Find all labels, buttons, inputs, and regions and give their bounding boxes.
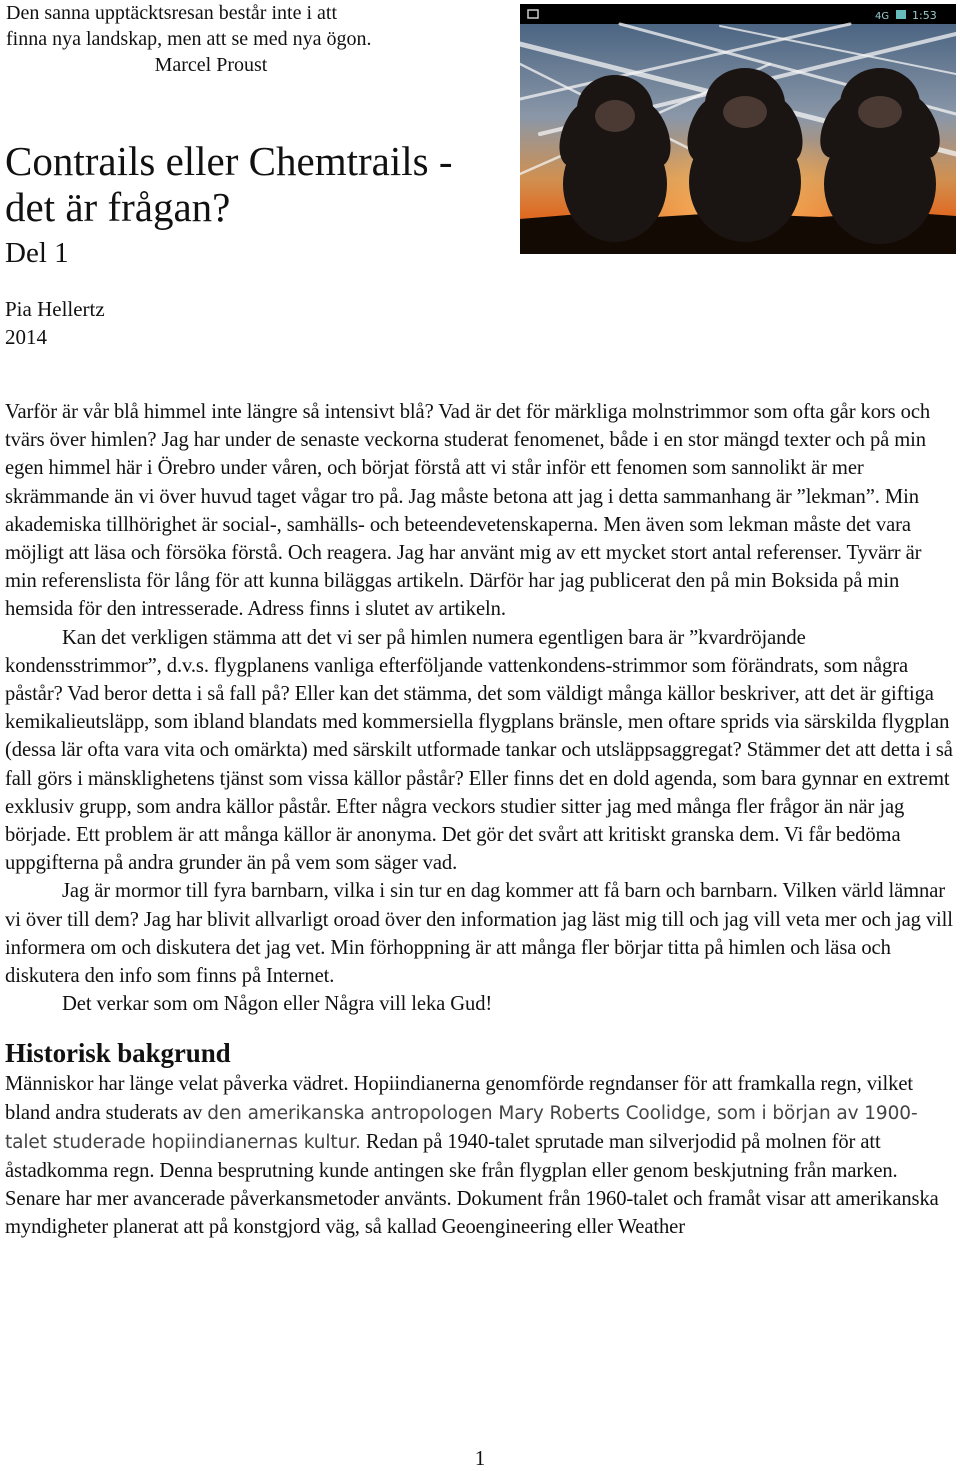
epigraph	[6, 0, 426, 78]
history-text-start: Människor har länge velat påverka vädret. Hopiindianerna genomförde regndanser för att framkalla regn, vilket bland andra studerats av	[5, 1073, 914, 1124]
paragraph-questions: Kan det verkligen stämma att det vi ser på himlen numera egentligen bara är ”kvardröjande kondensstrimmor”, d.v.s. flygplanens vanliga efterföljande vattenkondens-strimmor som förändrats, som några påstår? Vad beror detta i så fall på? Eller kan det stämma, det som väldigt många källor beskriver, att det är giftiga kemikalieutsläpp, som ibland blandats med kommersiella flygplans bränsle, men oftare sprids via särskilda flygplan (dessa lär ofta vara vita och omärkta) med särskilt utformade tankar och utsläppsaggregat? Stämmer det att detta i så fall görs i mänsklighetens tjänst som vissa källor påstår? Eller finns det en dold agenda, som bara gynnar en extremt exklusiv grupp, som andra källor påstår. Efter några veckors studier sitter jag med många fler frågor än när jag började. Ett problem är att många källor är anonyma. Det gör det svårt att kritiskt granska dem. Vi får bedöma uppgifterna på andra grunder än på vem som säger vad.	[5, 626, 953, 875]
title-line-1: Contrails eller Chemtrails -	[5, 138, 453, 184]
history-text-citation: den amerikanska antropologen Mary Roberts Coolidge, som i början av 1900-talet studerade hopiindianernas kultur.	[5, 1102, 918, 1153]
article-body	[5, 398, 953, 1242]
epigraph-line-1: Den sanna upptäcktsresan består inte i att	[6, 2, 337, 24]
history-text-end: Redan på 1940-talet sprutade man silverjodid på molnen för att åstadkomma regn. Denna besprutning kunde antingen ske från flygplan eller genom beskjutning från marken. Senare har mer avancerade påverkansmetoder använts. Dokument från 1960-talet och framåt visar att amerikanska myndigheter planerat att på konstgjord väg, så kallad Geoengineering eller Weather	[5, 1130, 939, 1239]
document-title	[5, 138, 515, 230]
page-number: 1	[474, 1446, 486, 1470]
epigraph-line-2: finna nya landskap, men att se med nya ögon.	[6, 28, 372, 50]
section-heading: Historisk bakgrund	[5, 1038, 231, 1069]
paragraph-grandmother: Jag är mormor till fyra barnbarn, vilka i sin tur en dag kommer att få barn och barnbarn. Vilken värld lämnar vi över till dem? Jag har blivit allvarligt oroad över den information jag läst mig till och jag vill veta mer och jag vill informera om och diskutera det jag vet. Min förhoppning är att många fler börjar titta på himlen och läsa och diskutera den info som finns på Internet.	[5, 880, 953, 988]
document-subtitle: Del 1	[5, 237, 69, 269]
paragraph-history	[5, 1070, 953, 1241]
title-line-2: det är frågan?	[5, 184, 231, 230]
epigraph-author: Marcel Proust	[154, 54, 268, 76]
paragraph-intro: Varför är vår blå himmel inte längre så intensivt blå? Vad är det för märkliga molnstrimmor som ofta går kors och tvärs över himlen? Jag har under de senaste veckorna studerat fenomenet, både i en stor mängd texter och på min egen himmel här i Örebro under våren, och börjat förstå att vi står inför ett fenomen som sannolikt är mer skrämmande än vi över huvud taget vågar tro på. Jag måste betona att jag i detta sammanhang är ”lekman”. Min akademiska tillhörighet är social-, samhälls- och beteendevetenskaperna. Men även som lekman måste det vara möjligt att läsa och försöka förstå. Och reagera. Jag har använt mig av ett mycket stort antal referenser. Tyvärr är min referenslista för lång för att kunna biläggas artikeln. Därför har jag publicerat den på min Boksida på min hemsida för den intresserade. Adress finns i slutet av artikeln.	[5, 401, 931, 621]
paragraph-conclusion: Det verkar som om Någon eller Några vill leka Gud!	[62, 993, 493, 1016]
status-network: 4G	[875, 11, 890, 22]
three-monkeys-photo	[520, 4, 956, 254]
status-time: 1:53	[912, 9, 937, 22]
author-name: Pia Hellertz	[5, 297, 105, 321]
publication-year: 2014	[5, 325, 47, 349]
